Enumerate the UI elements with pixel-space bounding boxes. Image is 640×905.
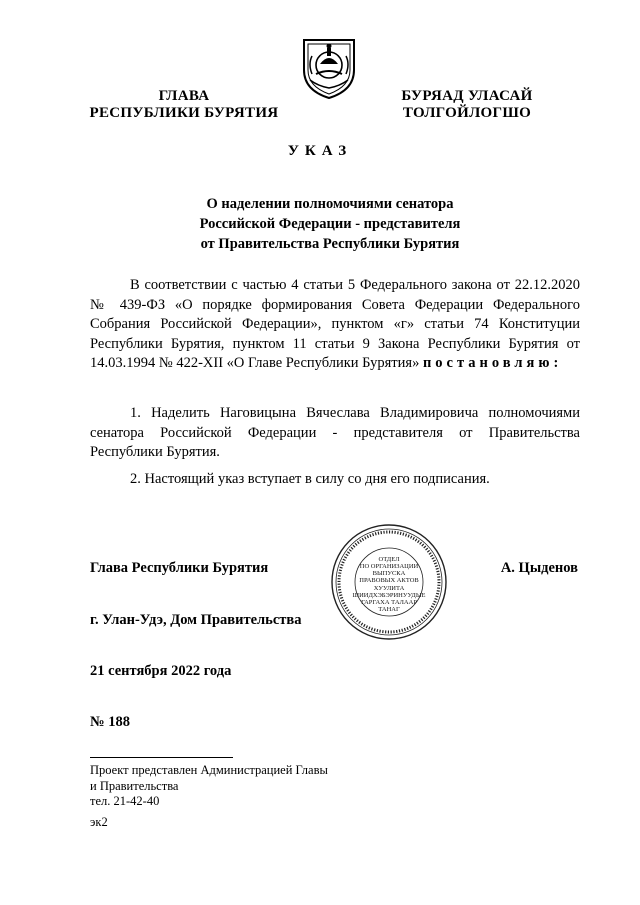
seal-line1: ОТДЕЛ — [378, 556, 400, 563]
seal-line6: ШИИДХЭБЭРИНУУДЫЕ — [352, 592, 426, 599]
clause-1: 1. Наделить Наговицына Вячеслава Владимировича полномочиями сенатора Российской Федерации - представителя от Правительства Республики Бурятия. — [90, 405, 580, 460]
footnote-line3: тел. 21-42-40 — [90, 794, 160, 808]
footnote-divider — [90, 757, 233, 758]
signatory-name: А. Цыденов — [500, 560, 578, 576]
decree-number: № 188 — [90, 714, 130, 730]
footnote — [90, 763, 328, 810]
clause-2: 2. Настоящий указ вступает в силу со дня его подписания. — [130, 471, 490, 487]
signing-date: 21 сентября 2022 года — [90, 663, 232, 679]
resolve-keyword: постановляю: — [422, 355, 563, 371]
subject-line3: от Правительства Республики Бурятия — [200, 236, 460, 252]
preamble-paragraph — [90, 276, 580, 374]
decree-subject — [130, 194, 530, 254]
official-seal — [330, 523, 448, 641]
header-right-line2: ТОЛГОЙЛОГШО — [402, 105, 532, 121]
subject-line1: О наделении полномочиями сенатора — [206, 196, 454, 212]
footnote-line1: Проект представлен Администрацией Главы — [90, 763, 328, 777]
seal-line8: ТАНАГ — [378, 606, 400, 613]
header-right-line1: БУРЯАД УЛАСАЙ — [401, 88, 533, 104]
signing-place: г. Улан-Удэ, Дом Правительства — [90, 612, 302, 628]
seal-line5: ХУУЛИТА — [373, 585, 405, 592]
preamble-text: В соответствии с частью 4 статьи 5 Федерального закона от 22.12.2020 № 439-ФЗ «О порядке формирования Совета Федерации Федерального Собрания Российской Федерации», пунктом «г» статьи 74 Конституции Республики Бурятия, пунктом 11 статьи 9 Закона Республики Бурятия от 14.03.1994 № 422-XII «О Главе Республики Бурятия» — [90, 277, 580, 371]
copy-code: эк2 — [90, 815, 108, 829]
header-left-line2: РЕСПУБЛИКИ БУРЯТИЯ — [89, 105, 279, 121]
subject-line2: Российской Федерации - представителя — [199, 216, 461, 232]
header-right — [392, 88, 542, 122]
seal-line3: ВЫПУСКА — [372, 570, 406, 577]
decree-title: УКАЗ — [287, 143, 353, 159]
seal-line7: ГАРГАХА ТАЛААР — [361, 599, 417, 606]
seal-line4: ПРАВОВЫХ АКТОВ — [359, 577, 419, 584]
header-left-line1: ГЛАВА — [158, 88, 210, 104]
seal-line2: ПО ОРГАНИЗАЦИИ — [359, 563, 419, 570]
footnote-line2: и Правительства — [90, 778, 179, 793]
signatory-title: Глава Республики Бурятия — [90, 560, 269, 576]
header-left — [86, 88, 282, 122]
coat-of-arms-emblem — [298, 34, 360, 100]
